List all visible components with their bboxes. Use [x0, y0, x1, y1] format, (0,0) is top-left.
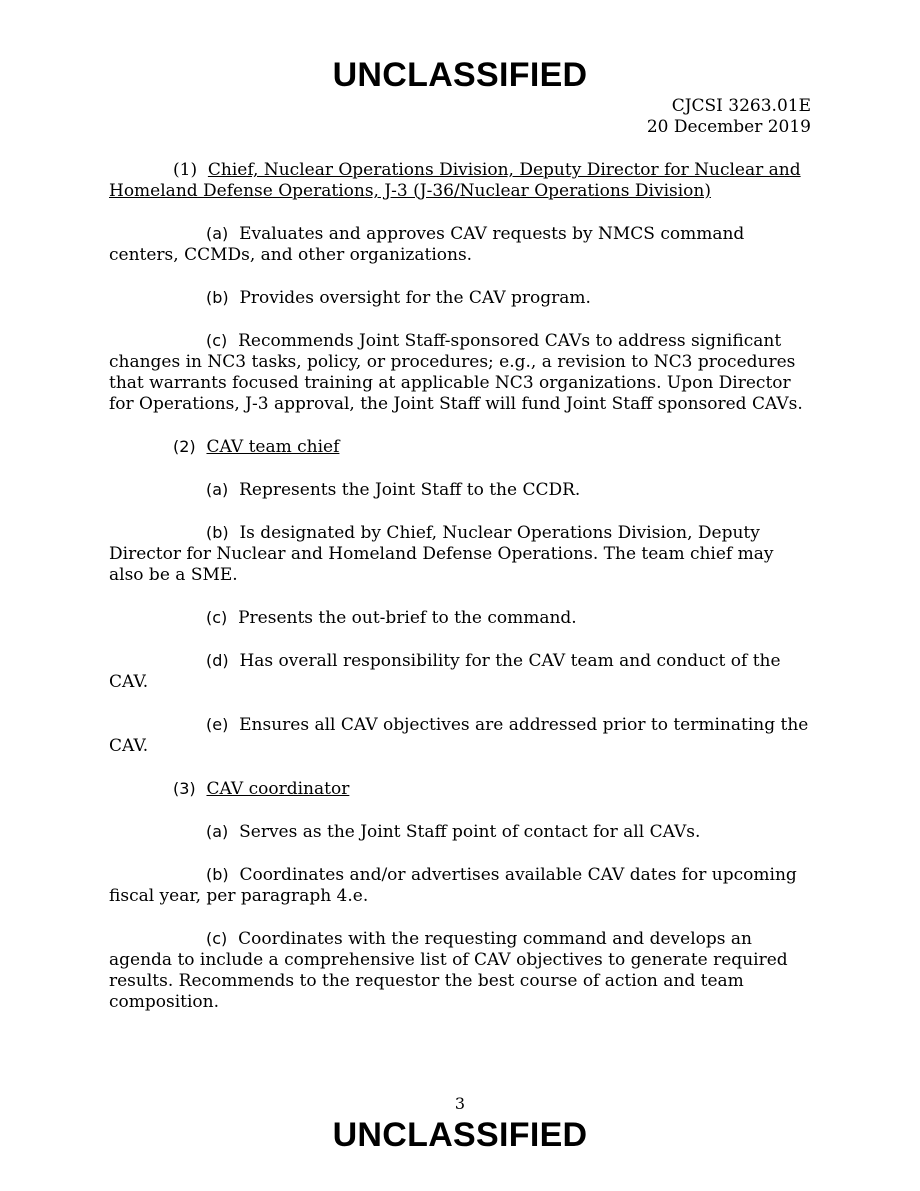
paragraph-marker: (a)	[206, 480, 229, 499]
paragraph-marker: (a)	[206, 822, 229, 841]
classification-banner-top: UNCLASSIFIED	[332, 56, 588, 94]
paragraph-2c	[109, 607, 810, 629]
paragraph-text: Recommends Joint Staff-sponsored CAVs to address significant changes in NC3 tasks, policy, or procedures; e.g., a revision to NC3 procedures that warrants focused training at applicable NC3 organizations. Upon Director for Operations, J-3 approval, the Joint Staff will fund Joint Staff sponsored CAVs.	[109, 331, 803, 414]
paragraph-2a	[109, 479, 810, 501]
paragraph-text: Has overall responsibility for the CAV team and conduct of the CAV.	[109, 651, 781, 692]
paragraph-marker: (c)	[206, 608, 228, 627]
paragraph-text: Presents the out-brief to the command.	[238, 608, 577, 628]
paragraph-2d	[109, 650, 810, 693]
paragraph-marker: (3)	[173, 779, 196, 798]
classification-banner-bottom: UNCLASSIFIED	[332, 1116, 588, 1154]
paragraph-2b	[109, 522, 810, 586]
paragraph-3a	[109, 821, 810, 843]
paragraph-marker: (c)	[206, 331, 228, 350]
paragraph-marker: (1)	[173, 160, 198, 180]
paragraph-3b	[109, 864, 810, 907]
paragraph-marker: (2)	[173, 437, 196, 456]
paragraph-text: Ensures all CAV objectives are addressed prior to terminating the CAV.	[109, 715, 809, 756]
paragraph-heading: Chief, Nuclear Operations Division, Deputy Director for Nuclear and Homeland Defense Operations, J-3 (J-36/Nuclear Operations Division)	[109, 160, 801, 201]
paragraph-text: Represents the Joint Staff to the CCDR.	[239, 480, 581, 500]
paragraph-marker: (d)	[206, 651, 229, 670]
document-identifier	[647, 96, 811, 138]
paragraph-1	[109, 160, 810, 202]
paragraph-1c	[109, 330, 810, 415]
document-body	[109, 160, 810, 1034]
page-number: 3	[454, 1094, 466, 1113]
paragraph-1a	[109, 223, 810, 266]
paragraph-marker: (c)	[206, 929, 228, 948]
paragraph-text: Coordinates and/or advertises available CAV dates for upcoming fiscal year, per paragraph 4.e.	[109, 865, 797, 906]
paragraph-2	[109, 436, 810, 458]
paragraph-marker: (b)	[206, 288, 229, 307]
paragraph-marker: (b)	[206, 523, 229, 542]
document-date: 20 December 2019	[646, 117, 811, 137]
paragraph-1b	[109, 287, 810, 309]
paragraph-marker: (e)	[206, 715, 229, 734]
paragraph-heading: CAV team chief	[206, 437, 340, 457]
paragraph-text: Provides oversight for the CAV program.	[239, 288, 591, 308]
paragraph-3	[109, 778, 810, 800]
paragraph-text: Is designated by Chief, Nuclear Operations Division, Deputy Director for Nuclear and Homeland Defense Operations. The team chief may also be a SME.	[109, 523, 774, 585]
paragraph-2e	[109, 714, 810, 757]
paragraph-marker: (b)	[206, 865, 229, 884]
paragraph-heading: CAV coordinator	[206, 779, 350, 799]
paragraph-text: Evaluates and approves CAV requests by NMCS command centers, CCMDs, and other organizations.	[109, 224, 745, 265]
paragraph-marker: (a)	[206, 224, 229, 243]
paragraph-text: Coordinates with the requesting command and develops an agenda to include a comprehensive list of CAV objectives to generate required results. Recommends to the requestor the best course of action and team composition.	[109, 929, 788, 1012]
document-number: CJCSI 3263.01E	[671, 96, 811, 116]
paragraph-3c	[109, 928, 810, 1013]
paragraph-text: Serves as the Joint Staff point of contact for all CAVs.	[239, 822, 701, 842]
